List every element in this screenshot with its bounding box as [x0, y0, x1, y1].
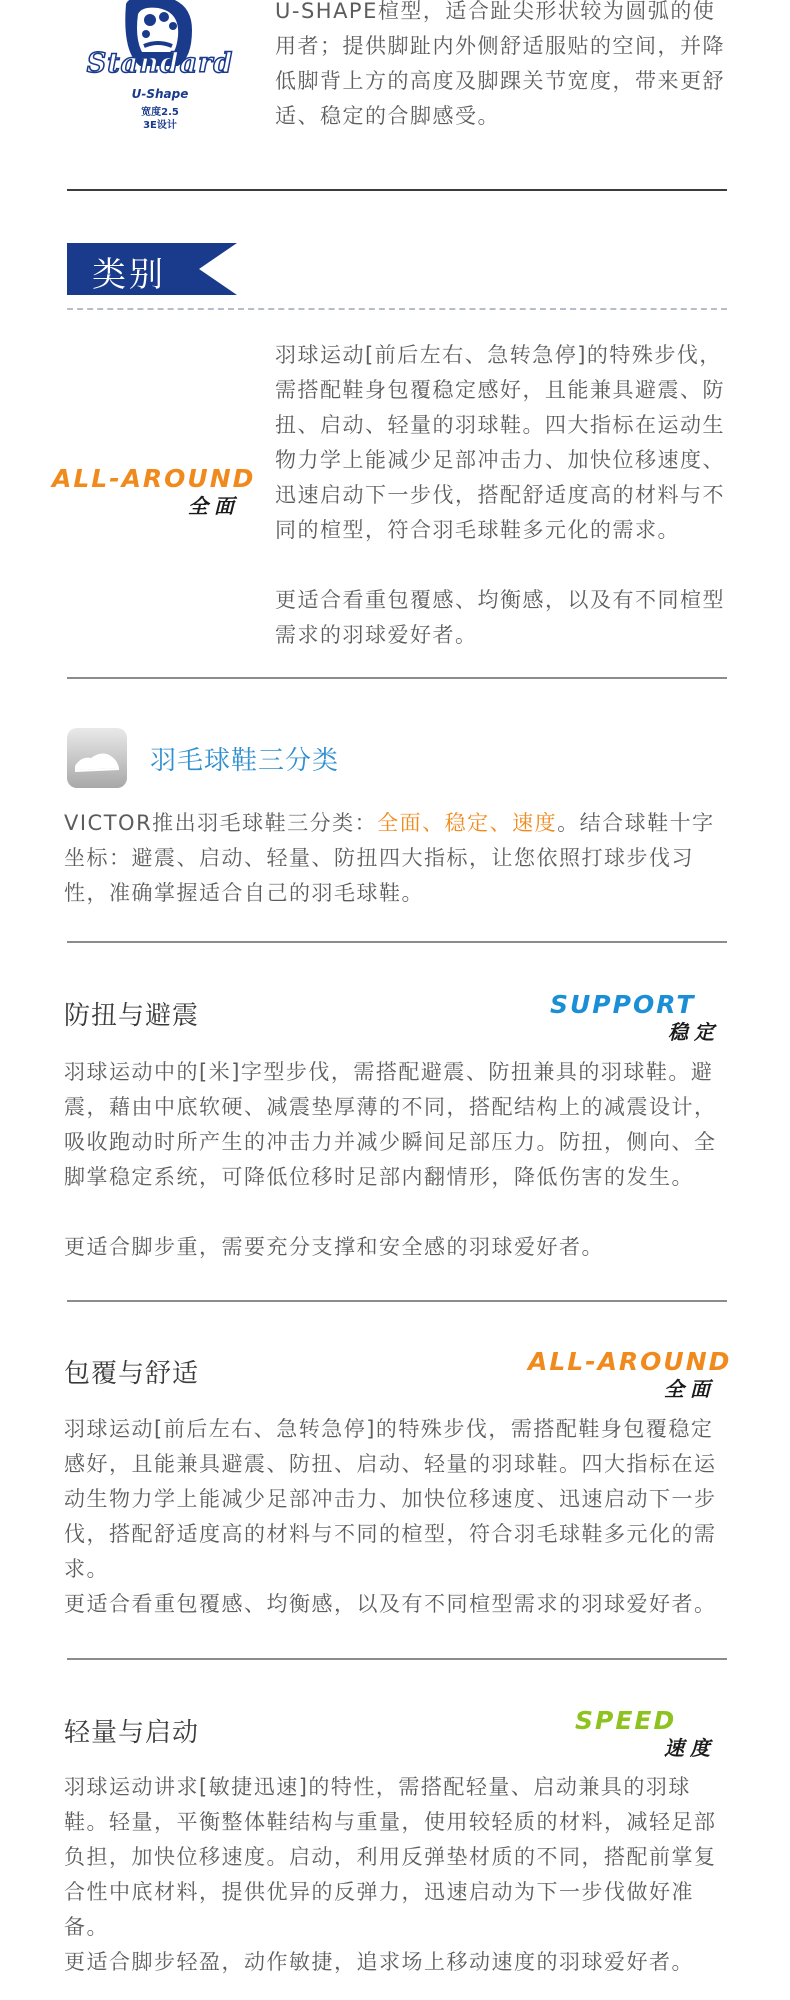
shoe-icon	[67, 728, 127, 788]
ushape-text: U-SHAPE楦型，适合趾尖形状较为圆弧的使用者；提供脚趾内外侧舒适服贴的空间，并降低脚背上方的高度及脚踝关节宽度，带来更舒适、稳定的合脚感受。	[275, 0, 725, 128]
divider	[67, 189, 727, 191]
badge-word: Standard	[86, 48, 234, 79]
section-heading: 防扭与避震	[64, 1001, 200, 1031]
section-text: 羽球运动中的[米]字型步伐，需搭配避震、防扭兼具的羽球鞋。避震，藉由中底软硬、减震垫厚薄的不同，搭配结构上的减震设计，吸收跑动时所产生的冲击力并减少瞬间足部压力。防扭，侧向、全脚掌稳定系统，可降低位移时足部内翻情形，降低伤害的发生。	[64, 1060, 717, 1189]
section-heading: 轻量与启动	[64, 1718, 200, 1748]
category-title: 类别	[92, 255, 166, 295]
badge-width: 宽度2.5	[141, 107, 179, 118]
allaround-logo-en: ALL-AROUND	[52, 464, 256, 493]
speed-logo-zh: 速度	[664, 1736, 716, 1760]
category-banner	[67, 243, 237, 295]
intro-text-after: 。结合球鞋十字坐标：避震、启动、轻量、防扭四大指标，让您依照打球步伐习性，准确掌握适合自己的羽毛球鞋。	[64, 811, 715, 905]
allaround-logo-zh: 全面	[188, 494, 240, 518]
section-text: 羽球运动[前后左右、急转急停]的特殊步伐，需搭配鞋身包覆稳定感好，且能兼具避震、防扭、启动、轻量的羽球鞋。四大指标在运动生物力学上能减少足部冲击力、加快位移速度、迅速启动下一步伐，搭配舒适度高的材料与不同的楦型，符合羽毛球鞋多元化的需求。	[64, 1417, 717, 1581]
ushape-badge	[80, 0, 240, 130]
intro-title: 羽毛球鞋三分类	[150, 746, 340, 776]
allaround-logo-zh: 全面	[664, 1377, 716, 1401]
section-text-2: 更适合看重包覆感、均衡感，以及有不同楦型需求的羽球爱好者。	[64, 1592, 717, 1616]
intro-highlight: 全面、稳定、速度	[377, 811, 558, 835]
divider	[67, 677, 727, 679]
category-text-2: 更适合看重包覆感、均衡感，以及有不同楦型需求的羽球爱好者。	[275, 588, 725, 647]
support-logo-en: SUPPORT	[550, 990, 696, 1019]
support-logo-zh: 稳定	[668, 1020, 720, 1044]
speed-logo-en: SPEED	[575, 1706, 677, 1735]
divider	[67, 1300, 727, 1302]
divider	[67, 941, 727, 943]
category-text: 羽球运动[前后左右、急转急停]的特殊步伐，需搭配鞋身包覆稳定感好，且能兼具避震、防扭、启动、轻量的羽球鞋。四大指标在运动生物力学上能减少足部冲击力、加快位移速度、迅速启动下一步伐，搭配舒适度高的材料与不同的楦型，符合羽毛球鞋多元化的需求。	[275, 343, 725, 542]
dashed-divider	[67, 308, 727, 310]
divider	[67, 1658, 727, 1660]
allaround-logo-en: ALL-AROUND	[528, 1347, 732, 1376]
section-text-2: 更适合脚步轻盈，动作敏捷，追求场上移动速度的羽球爱好者。	[64, 1950, 694, 1974]
section-text: 羽球运动讲求[敏捷迅速]的特性，需搭配轻量、启动兼具的羽球鞋。轻量，平衡整体鞋结构与重量，使用较轻质的材料，减轻足部负担，加快位移速度。启动，利用反弹垫材质的不同，搭配前掌复合性中底材料，提供优异的反弹力，迅速启动为下一步伐做好准备。	[64, 1775, 717, 1939]
badge-design: 3E设计	[143, 120, 177, 131]
badge-sub: U-Shape	[131, 87, 189, 101]
section-heading: 包覆与舒适	[64, 1359, 200, 1389]
intro-text-before: VICTOR推出羽毛球鞋三分类：	[64, 811, 378, 835]
intro-text	[64, 806, 730, 911]
section-text-2: 更适合脚步重，需要充分支撑和安全感的羽球爱好者。	[64, 1235, 604, 1259]
